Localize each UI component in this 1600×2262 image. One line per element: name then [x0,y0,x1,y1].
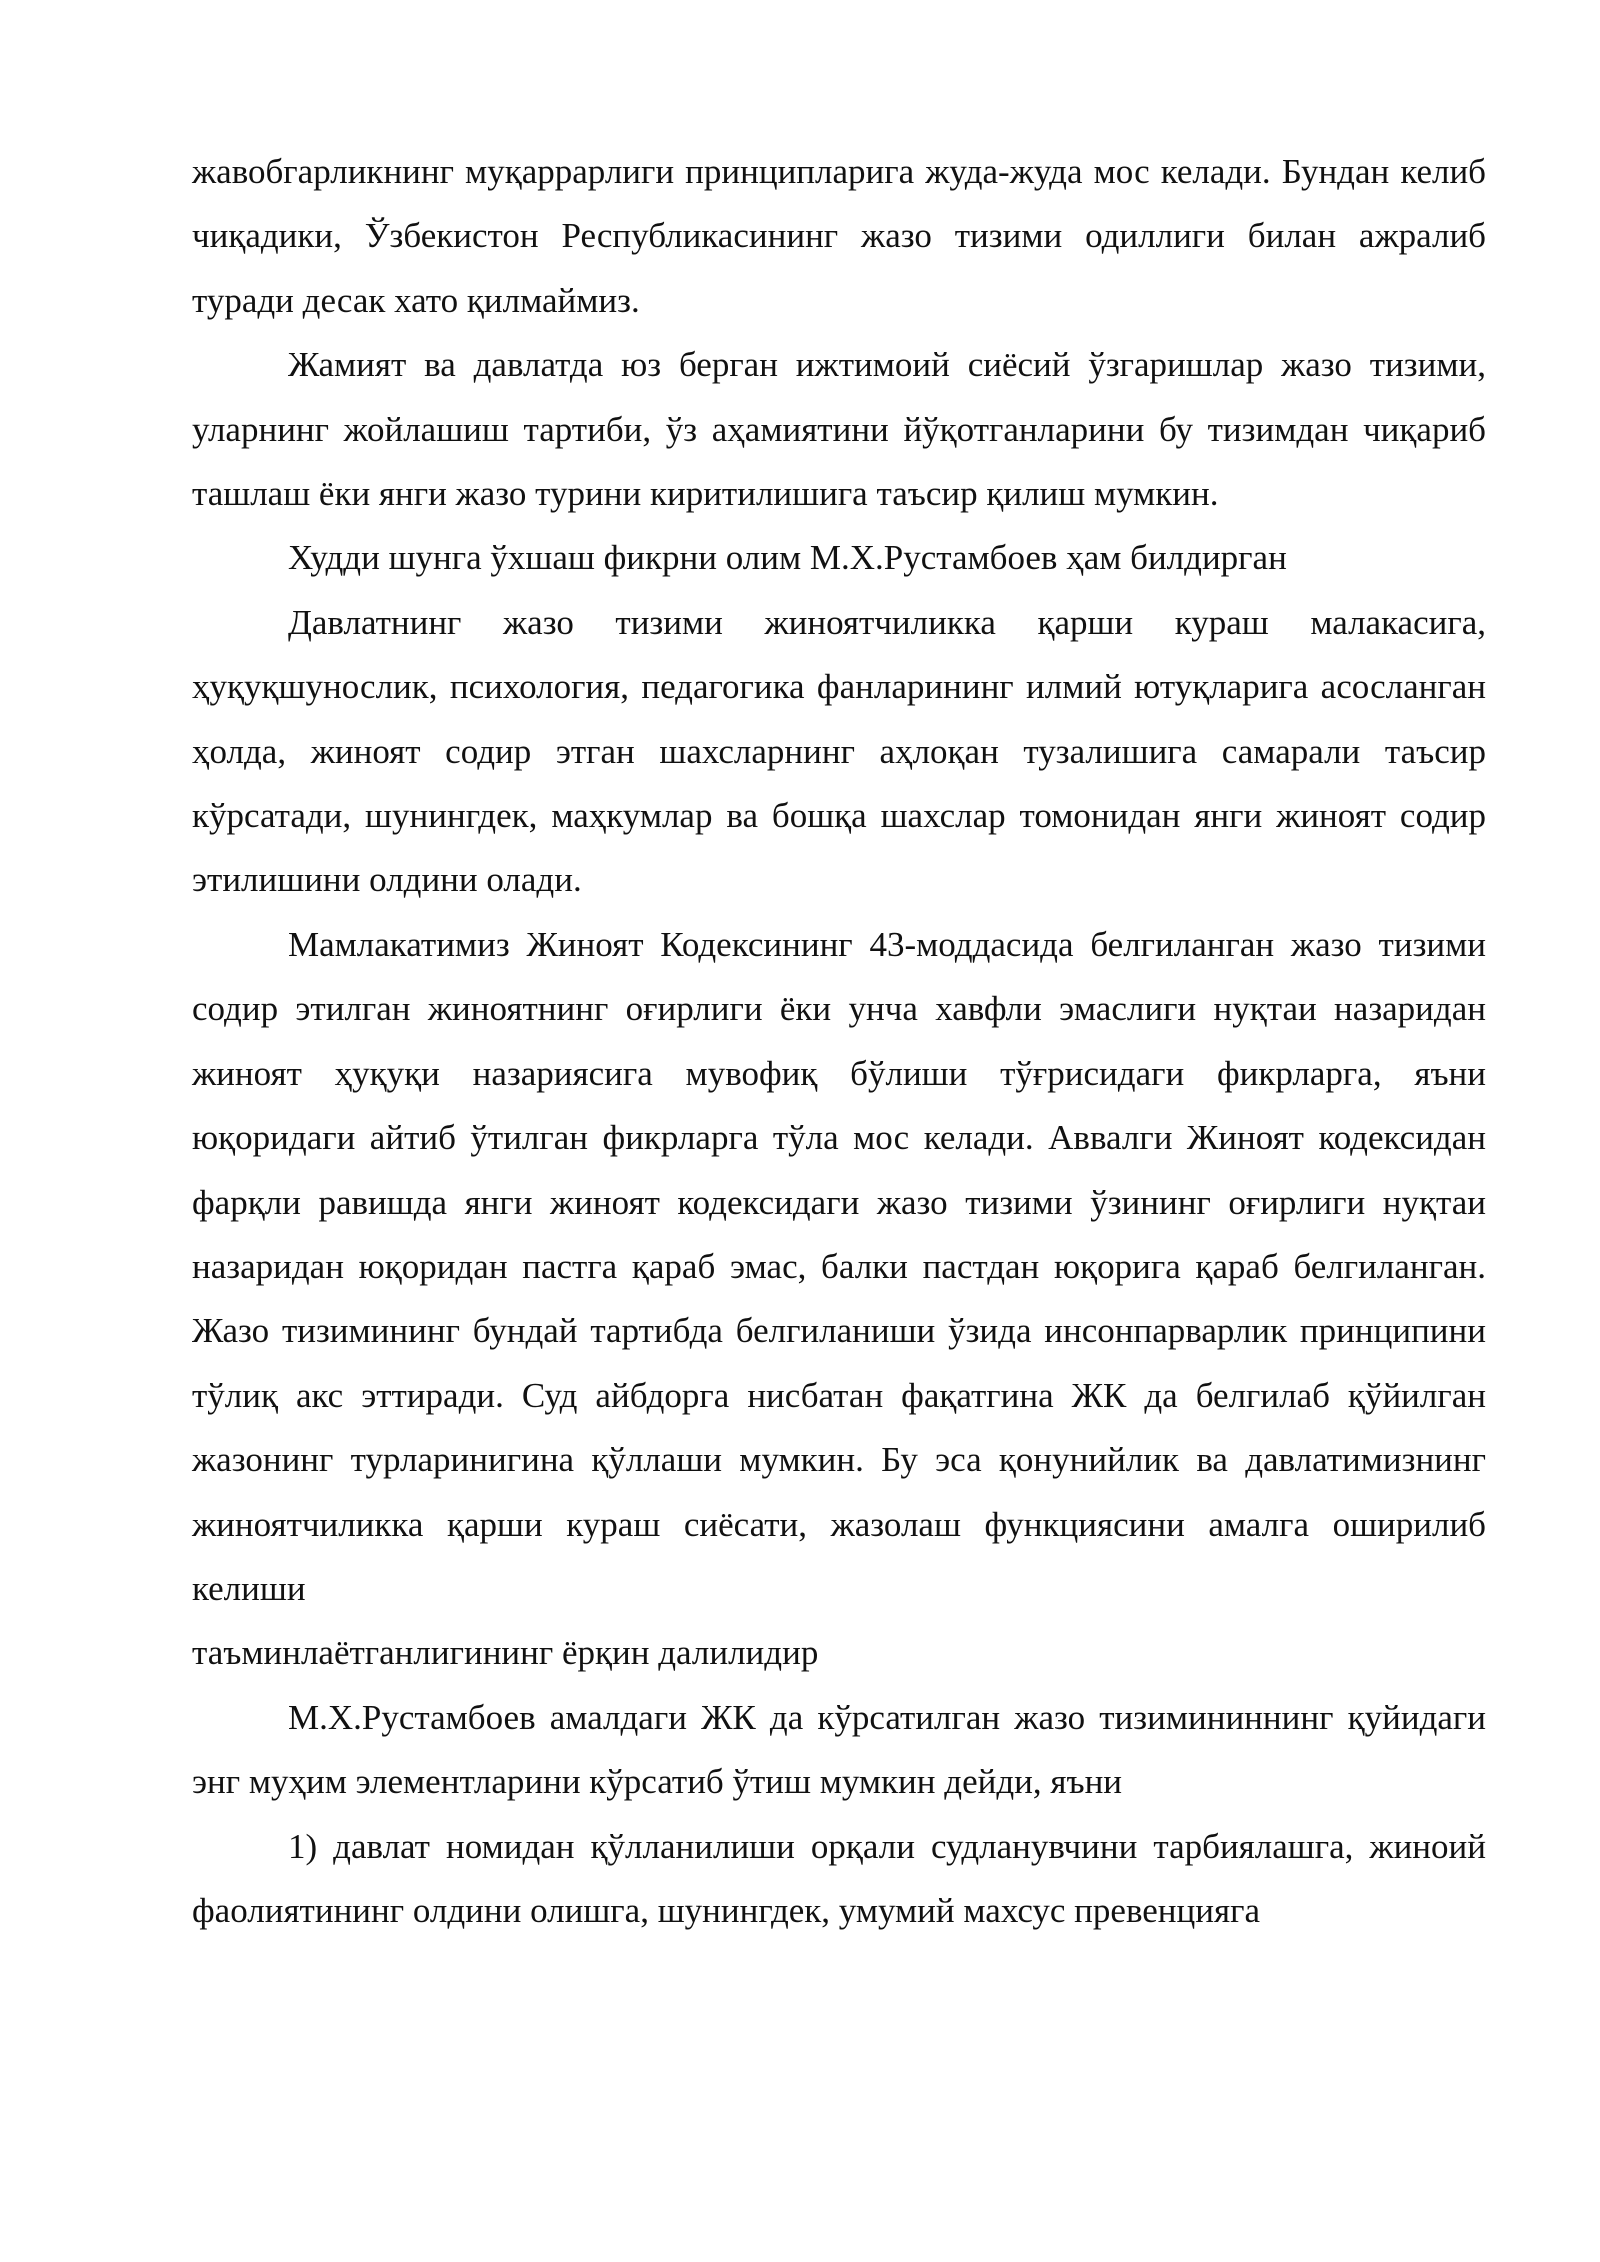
paragraph-continuation: жавобгарликнинг муқаррарлиги принципларига жуда-жуда мос келади. Бундан келиб чиқадики, Ўзбекистон Республикасининг жазо тизими одиллиги билан ажралиб туради десак хато қилмаймиз. [192,152,1486,320]
paragraph-state-penalty-system: Давлатнинг жазо тизими жиноятчиликка қарши кураш малакасига, ҳуқуқшунослик, психология, педагогика фанларининг илмий ютуқларига асосланган ҳолда, жиноят содир этган шахсларнинг аҳлоқан тузалишига самарали таъсир кўрсатади, шунингдек, маҳкумлар ва бошқа шахслар томонидан янги жиноят содир этилишини олдини олади. [192,602,1486,900]
paragraph-article-43-ending: таъминлаётганлигининг ёрқин далилидир [192,1633,819,1673]
document-page [192,140,1486,1943]
paragraph-rustamboev-opinion: Худди шунга ўхшаш фикрни олим М.Х.Рустамбоев ҳам билдирган [288,538,1287,578]
paragraph-social-changes: Жамият ва давлатда юз берган ижтимоий сиёсий ўзгаришлар жазо тизими, уларнинг жойлашиш тартиби, ўз аҳамиятини йўқотганларини бу тизимдан чиқариб ташлаш ёки янги жазо турини киритилишига таъсир қилиш мумкин. [192,345,1486,514]
list-item-1: 1) давлат номидан қўлланилиши орқали судланувчини тарбиялашга, жиноий фаолиятининг олдини олишга, шунингдек, умумий махсус превенцияга [192,1826,1486,1930]
paragraph-criminal-code-article-43: Мамлакатимиз Жиноят Кодексининг 43-моддасида белгиланган жазо тизими содир этилган жиноятнинг оғирлиги ёки унча хавфли эмаслиги нуқтаи назаридан жиноят ҳуқуқи назариясига мувофиқ бўлиши тўғрисидаги фикрларга, яъни юқоридаги айтиб ўтилган фикрларга тўла мос келади. Аввалги Жиноят кодексидан фарқли равишда янги жиноят кодексидаги жазо тизими ўзининг оғирлиги нуқтаи назаридан юқоридан пастга қараб эмас, балки пастдан юқорига қараб белгиланган. Жазо тизимининг бундай тартибда белгиланиши ўзида инсонпарварлик принципини тўлиқ акс эттиради. Суд айбдорга нисбатан фақатгина ЖК да белгилаб қўйилган жазонинг турларинигина қўллаши мумкин. Бу эса қонунийлик ва давлатимизнинг жиноятчиликка қарши кураш сиёсати, жазолаш функциясини амалга оширилиб келиши [192,924,1486,1608]
paragraph-key-elements: М.Х.Рустамбоев амалдаги ЖК да кўрсатилган жазо тизимининнинг қуйидаги энг муҳим элементларини кўрсатиб ўтиш мумкин дейди, яъни [192,1697,1486,1802]
